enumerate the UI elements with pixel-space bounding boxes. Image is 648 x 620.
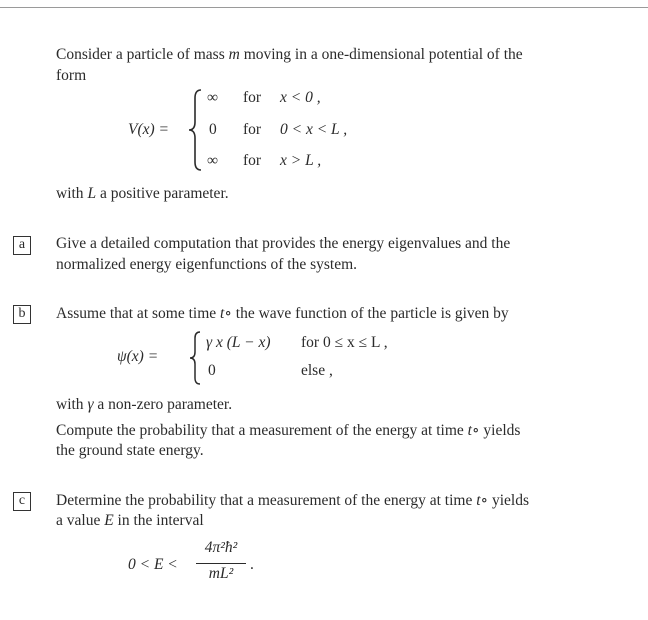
t0-symbol: t∘ [220, 305, 232, 322]
intro-text-a: Consider a particle of mass [56, 46, 225, 63]
part-c-line-2 [56, 512, 204, 530]
part-a-line-2: normalized energy eigenfunctions of the system. [56, 256, 358, 273]
L-symbol: L [87, 185, 97, 202]
fraction-numerator: 4π²ħ² [204, 539, 238, 556]
gamma-symbol: γ [87, 396, 94, 413]
psi-case-2-condition: else , [301, 362, 333, 379]
fraction-bar [196, 563, 246, 564]
part-b-tag: b [13, 305, 31, 324]
with-L-line [56, 185, 229, 203]
part-c-tag: c [13, 492, 31, 511]
part-c-text-a: Determine the probability that a measurement of the energy at time [56, 492, 473, 509]
potential-case-2-for: for [243, 121, 262, 138]
inequality-lhs: 0 < E < [128, 556, 178, 573]
with-gamma-text-a: with [56, 396, 84, 413]
with-L-text-a: with [56, 185, 84, 202]
potential-lhs: V(x) = [128, 121, 170, 138]
psi-case-2-value: 0 [208, 362, 216, 379]
with-gamma-line [56, 396, 232, 414]
potential-case-2-condition: 0 < x < L , [280, 121, 348, 138]
potential-case-1-for: for [243, 89, 262, 106]
part-a-line-1: Give a detailed computation that provides the energy eigenvalues and the [56, 235, 511, 252]
compute-t0-symbol: t∘ [467, 422, 480, 439]
potential-case-3-condition: x > L , [280, 152, 322, 169]
part-b-text-b: the wave function of the particle is given by [235, 305, 509, 322]
part-a-tag: a [13, 236, 31, 255]
psi-case-1-value: γ x (L − x) [206, 334, 271, 351]
part-c-t0-symbol: t∘ [476, 492, 489, 509]
psi-brace [188, 330, 202, 386]
part-b-line-1 [56, 304, 509, 323]
potential-case-3-for: for [243, 152, 262, 169]
potential-case-2-value: 0 [209, 121, 217, 138]
potential-brace [187, 88, 203, 172]
part-c-text-b: yields [492, 492, 530, 509]
intro-text-c: form [56, 67, 87, 84]
compute-text-b: yields [483, 422, 521, 439]
energy-fraction [196, 539, 246, 585]
part-c-line-1 [56, 491, 529, 510]
top-rule [0, 7, 648, 8]
psi-lhs: ψ(x) = [117, 348, 159, 365]
part-b-text-a: Assume that at some time [56, 305, 217, 322]
compute-line-1 [56, 421, 520, 440]
fraction-denominator: mL² [208, 565, 234, 582]
compute-text-a: Compute the probability that a measurement of the energy at time [56, 422, 464, 439]
with-gamma-text-b: a non-zero parameter. [97, 396, 233, 413]
intro-text-b: moving in a one-dimensional potential of the [243, 46, 523, 63]
intro-line-1 [56, 46, 523, 64]
part-c-text-d: in the interval [117, 512, 204, 529]
mass-symbol: m [228, 46, 240, 63]
E-symbol: E [104, 512, 114, 529]
compute-line-2: the ground state energy. [56, 442, 204, 459]
potential-case-1-value: ∞ [207, 89, 219, 106]
psi-case-1-condition: for 0 ≤ x ≤ L , [301, 334, 388, 351]
intro-line-2 [56, 67, 86, 85]
inequality-period: . [250, 556, 254, 573]
part-c-text-c: a value [56, 512, 101, 529]
with-L-text-b: a positive parameter. [99, 185, 229, 202]
potential-case-1-condition: x < 0 , [280, 89, 321, 106]
potential-case-3-value: ∞ [207, 152, 219, 169]
